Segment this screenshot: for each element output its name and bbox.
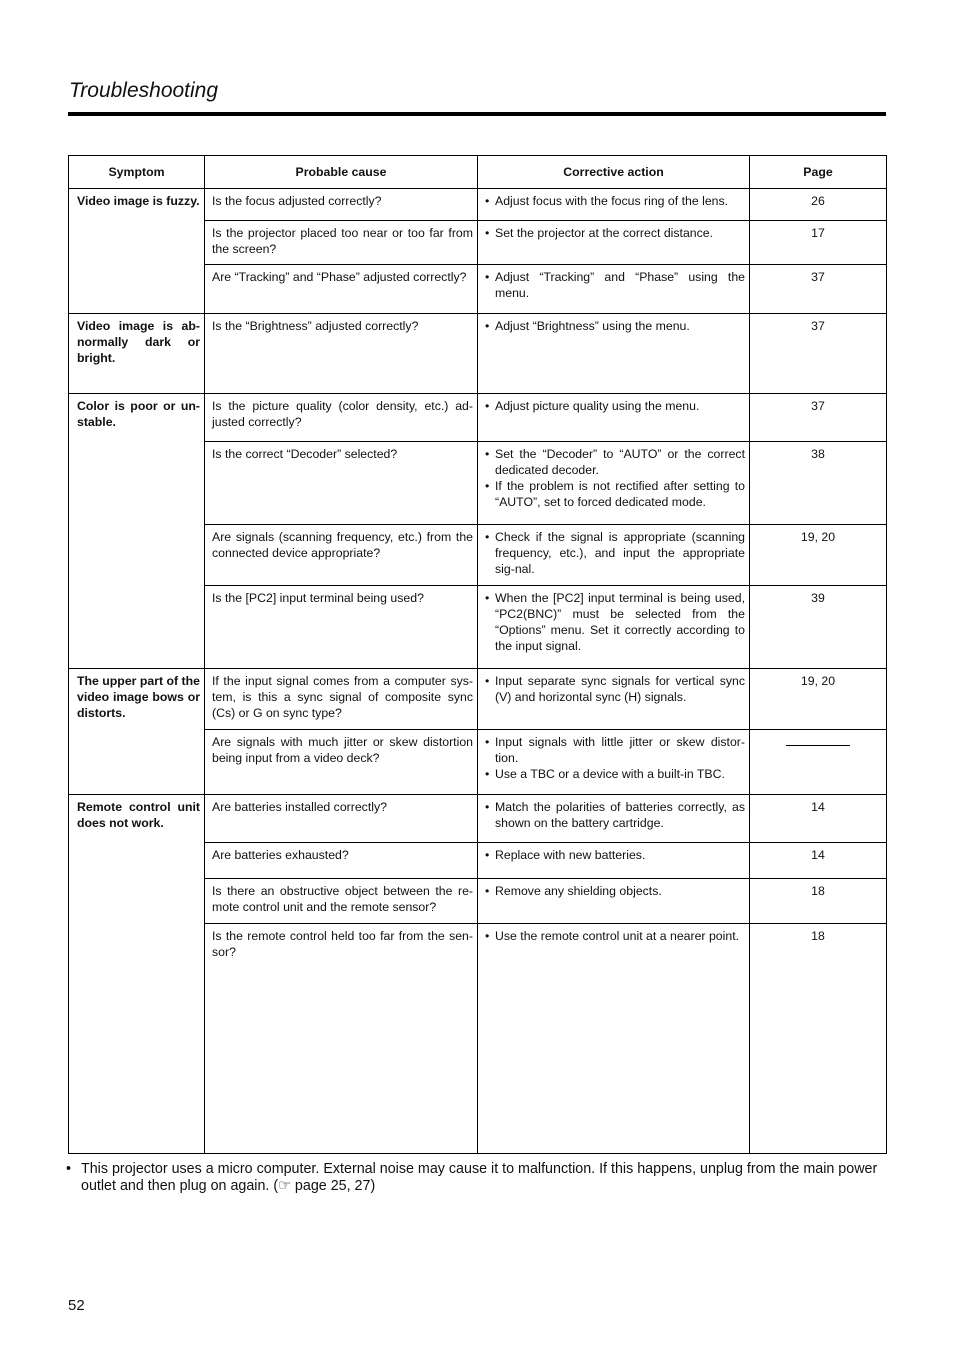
page-cell	[750, 221, 887, 265]
bullet-icon: •	[485, 530, 490, 544]
page-cell	[750, 879, 887, 924]
bullet-icon: •	[485, 194, 490, 208]
troubleshooting-table	[68, 155, 887, 1154]
symptom-cell: Color is poor or un-stable.	[69, 394, 205, 669]
action-item	[485, 318, 745, 334]
header-probable-cause: Probable cause	[205, 156, 478, 189]
cause-cell: Is the [PC2] input terminal being used?	[205, 586, 478, 669]
table-row	[69, 394, 887, 442]
page-cell	[750, 525, 887, 586]
cause-cell: Is the focus adjusted correctly?	[205, 189, 478, 221]
action-text: Check if the signal is appropriate (scanning frequency, etc.), and input the appropriate sig-nal.	[495, 530, 745, 576]
action-text: Replace with new batteries.	[495, 848, 646, 862]
action-cell	[478, 442, 750, 525]
action-cell	[478, 265, 750, 314]
table-row	[69, 314, 887, 394]
page-cell	[750, 843, 887, 879]
action-cell	[478, 843, 750, 879]
bullet-icon: •	[66, 1161, 72, 1177]
action-cell	[478, 221, 750, 265]
table-row	[69, 189, 887, 221]
page-cell	[750, 730, 887, 795]
action-text: If the problem is not rectified after setting to “AUTO”, set to forced dedicated mode.	[495, 479, 745, 509]
footnote	[66, 1161, 888, 1195]
action-item	[485, 734, 745, 766]
symptom-cell: The upper part of the video image bows or distorts.	[69, 669, 205, 795]
action-text: Use the remote control unit at a nearer point.	[495, 929, 740, 943]
page-reference: 38	[811, 447, 825, 461]
cause-cell: Is the picture quality (color density, etc.) ad-justed correctly?	[205, 394, 478, 442]
page-reference: 19, 20	[800, 674, 836, 688]
cause-cell: Is there an obstructive object between the re-mote control unit and the remote sensor?	[205, 879, 478, 924]
action-text: Adjust focus with the focus ring of the lens.	[495, 194, 729, 208]
bullet-icon: •	[485, 929, 490, 943]
symptom-cell: Video image is ab-normally dark or bright.	[69, 314, 205, 394]
cause-cell: Are batteries installed correctly?	[205, 795, 478, 843]
action-item	[485, 269, 745, 301]
bullet-icon: •	[485, 226, 490, 240]
page-reference: 26	[811, 194, 825, 208]
action-text: Use a TBC or a device with a built-in TBC.	[495, 767, 725, 781]
page-cell	[750, 669, 887, 730]
page-reference: 14	[811, 800, 825, 814]
cause-cell: Is the correct “Decoder” selected?	[205, 442, 478, 525]
action-cell	[478, 879, 750, 924]
table-header-row	[69, 156, 887, 189]
table-row	[69, 795, 887, 843]
action-item	[485, 398, 745, 414]
action-text: Set the “Decoder” to “AUTO” or the correct dedicated decoder.	[495, 447, 745, 477]
action-item	[485, 446, 745, 478]
header-symptom: Symptom	[69, 156, 205, 189]
action-cell	[478, 924, 750, 1154]
page-reference: 18	[811, 929, 825, 943]
action-cell	[478, 394, 750, 442]
symptom-cell: Remote control unit does not work.	[69, 795, 205, 1154]
action-item	[485, 847, 745, 863]
table-row	[69, 669, 887, 730]
page-title: Troubleshooting	[69, 79, 219, 102]
action-text: Input signals with little jitter or skew distor-tion.	[495, 735, 745, 765]
action-cell	[478, 189, 750, 221]
page-cell	[750, 265, 887, 314]
footnote-text: This projector uses a micro computer. External noise may cause it to malfunction. If this happens, unplug from the main power outlet and then plug on again. (☞ page 25, 27)	[81, 1161, 878, 1194]
cause-cell: Are “Tracking” and “Phase” adjusted correctly?	[205, 265, 478, 314]
bullet-icon: •	[485, 447, 490, 461]
cause-cell: Is the projector placed too near or too far from the screen?	[205, 221, 478, 265]
bullet-icon: •	[485, 735, 490, 749]
bullet-icon: •	[485, 270, 490, 284]
page-cell	[750, 924, 887, 1154]
page-cell	[750, 189, 887, 221]
cause-cell: Is the “Brightness” adjusted correctly?	[205, 314, 478, 394]
bullet-icon: •	[485, 399, 490, 413]
page-reference: 39	[811, 591, 825, 605]
bullet-icon: •	[485, 848, 490, 862]
action-cell	[478, 314, 750, 394]
action-text: Match the polarities of batteries correctly, as shown on the battery cartridge.	[495, 800, 745, 830]
action-item	[485, 225, 745, 241]
no-page-dash	[786, 745, 850, 746]
action-item	[485, 673, 745, 705]
action-item	[485, 928, 745, 944]
bullet-icon: •	[485, 479, 490, 493]
action-cell	[478, 795, 750, 843]
action-item	[485, 529, 745, 577]
action-item	[485, 799, 745, 831]
bullet-icon: •	[485, 884, 490, 898]
action-text: Adjust picture quality using the menu.	[495, 399, 700, 413]
action-item	[485, 590, 745, 654]
bullet-icon: •	[485, 591, 490, 605]
page-reference: 37	[811, 399, 825, 413]
cause-cell: Are batteries exhausted?	[205, 843, 478, 879]
page-cell	[750, 314, 887, 394]
cause-cell: Is the remote control held too far from the sen-sor?	[205, 924, 478, 1154]
title-rule	[68, 112, 886, 116]
page-number: 52	[68, 1297, 85, 1314]
page-reference: 37	[811, 319, 825, 333]
action-cell	[478, 730, 750, 795]
action-text: Input separate sync signals for vertical sync (V) and horizontal sync (H) signals.	[495, 674, 745, 704]
bullet-icon: •	[485, 800, 490, 814]
cause-cell: If the input signal comes from a computer sys-tem, is this a sync signal of composite sync (Cs) or G on sync type?	[205, 669, 478, 730]
cause-cell: Are signals with much jitter or skew distortion being input from a video deck?	[205, 730, 478, 795]
page-reference: 18	[811, 884, 825, 898]
header-page: Page	[750, 156, 887, 189]
bullet-icon: •	[485, 674, 490, 688]
action-item	[485, 478, 745, 510]
action-text: Remove any shielding objects.	[495, 884, 662, 898]
action-text: Adjust “Brightness” using the menu.	[495, 319, 690, 333]
action-text: Adjust “Tracking” and “Phase” using the menu.	[495, 270, 745, 300]
action-cell	[478, 586, 750, 669]
page-cell	[750, 442, 887, 525]
action-item	[485, 193, 745, 209]
page-cell	[750, 795, 887, 843]
bullet-icon: •	[485, 767, 490, 781]
cause-cell: Are signals (scanning frequency, etc.) from the connected device appropriate?	[205, 525, 478, 586]
action-cell	[478, 669, 750, 730]
header-corrective-action: Corrective action	[478, 156, 750, 189]
bullet-icon: •	[485, 319, 490, 333]
symptom-cell: Video image is fuzzy.	[69, 189, 205, 314]
page-reference: 37	[811, 270, 825, 284]
page-reference: 19, 20	[800, 530, 836, 544]
page-cell	[750, 586, 887, 669]
page-reference: 14	[811, 848, 825, 862]
page-cell	[750, 394, 887, 442]
action-text: When the [PC2] input terminal is being used, “PC2(BNC)” must be selected from the “Options” menu. Set it correctly according to the input signal.	[495, 591, 745, 653]
action-text: Set the projector at the correct distance.	[495, 226, 714, 240]
action-item	[485, 883, 745, 899]
action-cell	[478, 525, 750, 586]
action-item	[485, 766, 745, 782]
page-reference: 17	[811, 226, 825, 240]
